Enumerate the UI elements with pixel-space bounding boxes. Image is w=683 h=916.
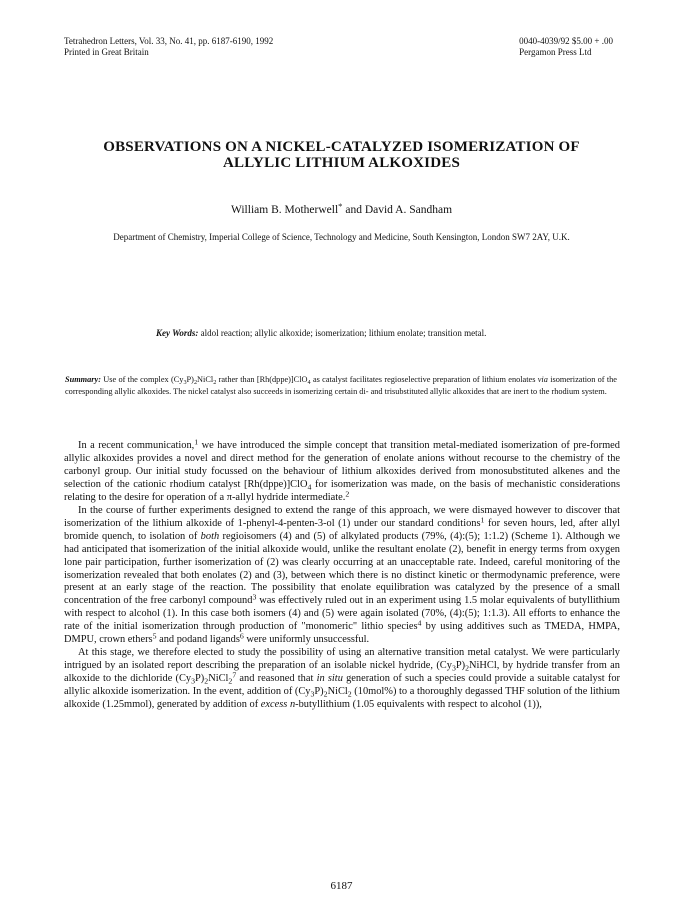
- author-2: David A. Sandham: [364, 204, 453, 216]
- text: and reasoned that: [236, 673, 317, 685]
- summary-text: rather than [Rh(dppe)]ClO: [216, 375, 308, 384]
- author-list: [60, 201, 623, 216]
- body-text: [64, 437, 620, 712]
- price-header: [519, 36, 613, 58]
- subscript: 2: [228, 676, 233, 686]
- italic-text: both: [200, 530, 220, 542]
- text: for seven hours, led, after allyl bromide quench, to isolation of: [64, 517, 620, 542]
- page-number: 6187: [330, 880, 353, 892]
- reference-mark: 3: [252, 592, 257, 602]
- text: for isomerization was made, on the basis of mechanistic considerations relating to the desire for operation of a π-allyl hydride intermediate.: [64, 478, 620, 503]
- printed-in: Printed in Great Britain: [64, 47, 149, 57]
- italic-text: excess: [260, 699, 288, 711]
- text: In the course of further experiments designed to extend the range of this approach, we were dismayed however to discover that isomerization of the lithium alkoxide of 1-phenyl-4-penten-3-ol (1) under our standard conditions: [64, 504, 620, 529]
- journal-header: [64, 36, 273, 58]
- paragraph-3: [64, 647, 620, 712]
- subscript: 2: [204, 676, 209, 686]
- text: NiCl: [208, 673, 229, 685]
- text: generation of such a species could provide a suitable catalyst for allylic alkoxide isomerization. In the event, addition of (Cy: [64, 673, 620, 698]
- affiliation: Department of Chemistry, Imperial College of Science, Technology and Medicine, South Kensington, London SW7 2AY, U.K.: [113, 232, 570, 242]
- text: In a recent communication,: [78, 440, 195, 451]
- text: NiHCl, by hydride transfer from an alkoxide to the dichloride (Cy: [64, 660, 620, 685]
- summary: [65, 374, 617, 398]
- summary-text: isomerization of the corresponding allylic alkoxides. The nickel catalyst also succeeds in isomerizing certain di- and trisubstituted allylic alkoxides that are inert to the rhodium system.: [65, 375, 617, 396]
- reference-mark: 2: [345, 489, 350, 499]
- text: regioisomers (4) and (5) of alkylated products (79%, (4):(5); 1:1.2) (Scheme 1). Although we had anticipated that isomerization of the initial alkoxide would, unlike the resultant enolate (2), benefit in energy terms from oxygen lone pair participation, further isomerization of (2) was clearly occurring at an unacceptable rate. Indeed, careful monitoring of the isomerization revealed that both enolates (2) and (3), between which there is no distinct kinetic or thermodynamic preference, were present at an early stage of the reaction. The possibility that enolate equilibration was catalyzed by the presence of a small concentration of the free carbonyl compound: [64, 530, 620, 607]
- italic-text: n: [289, 699, 296, 711]
- text: P): [195, 673, 205, 685]
- corresponding-mark: *: [338, 201, 343, 212]
- subscript: 3: [310, 689, 315, 699]
- summary-text: Use of the complex (Cy: [100, 375, 184, 384]
- paragraph-2: [64, 505, 620, 647]
- journal-citation: Tetrahedron Letters, Vol. 33, No. 41, pp. 6187-6190, 1992: [64, 36, 274, 46]
- summary-text: as catalyst facilitates regioselective preparation of lithium enolates: [310, 375, 538, 384]
- reference-mark: 1: [480, 515, 485, 525]
- subscript: 2: [465, 663, 469, 673]
- price-code: 0040-4039/92 $5.00 + .00: [519, 36, 613, 46]
- author-1: William B. Motherwell: [230, 204, 339, 216]
- subscript: 3: [183, 378, 187, 386]
- text: were uniformly unsuccessful.: [243, 634, 370, 646]
- text: we have introduced the simple concept that transition metal-mediated isomerization of pre-formed allylic alkoxides provides a novel and direct method for the generation of enolate anions without recourse to the chemistry of the carbonyl group. Our initial study focussed on the behaviour of lithium alkoxides derived from monosubstituted alkenes and the selection of the cationic rhodium catalyst [Rh(dppe)]ClO: [64, 440, 620, 490]
- text: P): [455, 660, 466, 672]
- publisher: Pergamon Press Ltd: [519, 47, 592, 57]
- summary-text: P): [186, 375, 194, 384]
- text: At this stage, we therefore elected to study the possibility of using an alternative transition metal catalyst. We were particularly intrigued by an isolated report describing the preparation of an isolable nickel hydride, (Cy: [64, 647, 620, 672]
- text: by using additives such as TMEDA, HMPA, DMPU, crown ethers: [64, 621, 620, 646]
- title-line-1: OBSERVATIONS ON A NICKEL-CATALYZED ISOMERIZATION OF: [103, 139, 580, 155]
- reference-mark: 7: [232, 670, 237, 680]
- subscript: 2: [193, 378, 198, 386]
- italic-text: via: [537, 375, 548, 384]
- text: P): [314, 686, 324, 698]
- keywords-label: Key Words:: [156, 328, 199, 338]
- text: -butyllithium (1.05 equivalents with respect to alcohol (1)),: [295, 699, 542, 711]
- italic-text: in situ: [316, 673, 343, 685]
- subscript: 2: [213, 378, 217, 386]
- text: and podand ligands: [156, 634, 240, 646]
- subscript: 3: [191, 676, 196, 686]
- reference-mark: 5: [152, 631, 157, 641]
- subscript: 2: [347, 689, 352, 699]
- text: NiCl: [327, 686, 348, 698]
- reference-mark: 6: [239, 631, 244, 641]
- reference-mark: 4: [417, 618, 422, 628]
- summary-text: NiCl: [197, 375, 214, 384]
- paper-title: [60, 139, 623, 171]
- reference-mark: 1: [194, 437, 199, 447]
- keywords: [156, 328, 486, 338]
- author-joiner: and: [342, 204, 365, 216]
- paragraph-1: [64, 437, 620, 505]
- subscript: 4: [307, 482, 312, 492]
- summary-label: Summary:: [65, 375, 101, 384]
- title-line-2: ALLYLIC LITHIUM ALKOXIDES: [222, 155, 460, 171]
- text: (10mol%) to a thoroughly degassed THF solution of the lithium alkoxide (1.25mmol), generated by addition of: [64, 686, 620, 711]
- subscript: 3: [451, 663, 456, 673]
- keywords-text: aldol reaction; allylic alkoxide; isomerization; lithium enolate; transition metal.: [198, 328, 487, 338]
- subscript: 2: [323, 689, 328, 699]
- text: was effectively ruled out in an experiment using 1.5 molar equivalents of butyllithium with respect to alcohol (1). In this case both isomers (4) and (5) were again isolated (70%, (4):(5); 1:1.3). All efforts to enhance the rate of the initial isomerization through production of "monomeric" lithio species: [64, 595, 620, 633]
- subscript: 4: [307, 378, 311, 386]
